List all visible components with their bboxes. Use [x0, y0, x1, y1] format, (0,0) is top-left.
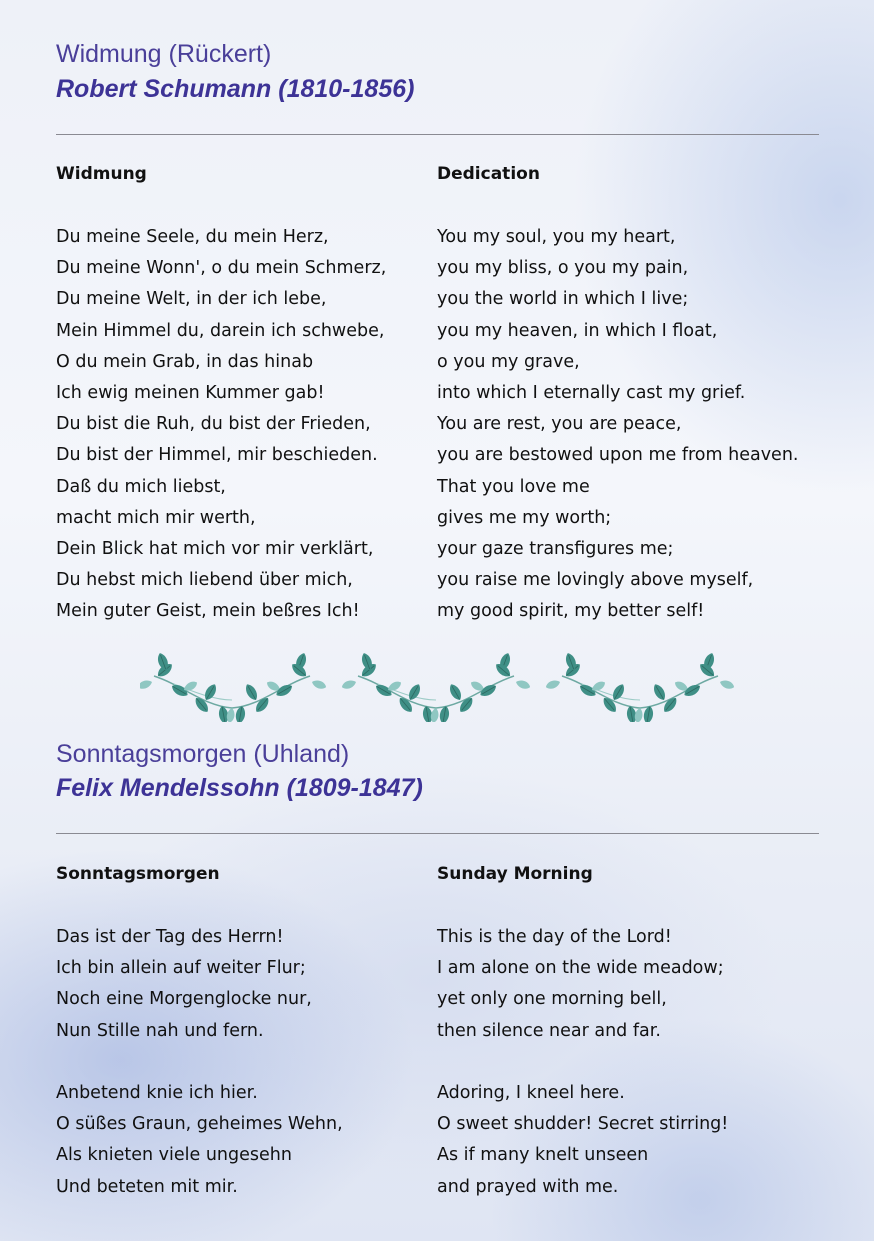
verse-line: your gaze transfigures me; — [437, 538, 674, 559]
section2-title: Sonntagsmorgen (Uhland) — [56, 740, 350, 768]
section1-original-verse — [56, 222, 386, 627]
verse-line: you the world in which I live; — [437, 289, 689, 310]
section1-title: Widmung (Rückert) — [56, 40, 272, 68]
verse-line: O süßes Graun, geheimes Wehn, — [56, 1114, 343, 1135]
verse-line: my good spirit, my better self! — [437, 601, 705, 622]
stanza-break — [437, 1047, 728, 1078]
verse-line: That you love me — [437, 476, 590, 497]
leafy-vine-ornament-icon — [140, 650, 740, 722]
verse-line: Ich ewig meinen Kummer gab! — [56, 382, 325, 403]
verse-line: yet only one morning bell, — [437, 989, 667, 1010]
verse-line: This is the day of the Lord! — [437, 927, 672, 947]
verse-line: Anbetend knie ich hier. — [56, 1082, 258, 1103]
verse-line: Daß du mich liebst, — [56, 476, 226, 497]
verse-line: Du bist der Himmel, mir beschieden. — [56, 445, 378, 466]
verse-line: Dein Blick hat mich vor mir verklärt, — [56, 538, 374, 559]
verse-line: You are rest, you are peace, — [437, 414, 682, 435]
verse-line: Nun Stille nah und fern. — [56, 1020, 264, 1041]
section1-translation-heading: Dedication — [437, 164, 540, 184]
verse-line: Noch eine Morgenglocke nur, — [56, 989, 312, 1010]
verse-line: you are bestowed upon me from heaven. — [437, 445, 799, 466]
verse-line: Du bist die Ruh, du bist der Frieden, — [56, 414, 371, 435]
section2-translation-heading: Sunday Morning — [437, 864, 593, 884]
verse-line: You my soul, you my heart, — [437, 227, 676, 247]
verse-line: Adoring, I kneel here. — [437, 1082, 625, 1103]
section1-translation-verse — [437, 222, 798, 627]
verse-line: o you my grave, — [437, 351, 580, 372]
verse-line: As if many knelt unseen — [437, 1145, 649, 1166]
verse-line: Mein Himmel du, darein ich schwebe, — [56, 320, 385, 341]
section1-composer: Robert Schumann (1810-1856) — [56, 75, 415, 103]
section2-divider-rule — [56, 833, 819, 834]
verse-line: Das ist der Tag des Herrn! — [56, 927, 284, 947]
verse-line: then silence near and far. — [437, 1020, 661, 1041]
section2-original-verse — [56, 922, 343, 1203]
section1-original-heading: Widmung — [56, 164, 147, 184]
section1-divider-rule — [56, 134, 819, 135]
verse-line: and prayed with me. — [437, 1176, 619, 1197]
verse-line: Du hebst mich liebend über mich, — [56, 570, 353, 591]
verse-line: gives me my worth; — [437, 507, 612, 528]
verse-line: you my bliss, o you my pain, — [437, 258, 689, 279]
verse-line: O sweet shudder! Secret stirring! — [437, 1114, 729, 1135]
section2-original-heading: Sonntagsmorgen — [56, 864, 220, 884]
verse-line: Ich bin allein auf weiter Flur; — [56, 958, 306, 979]
section2-translation-verse — [437, 922, 728, 1203]
verse-line: into which I eternally cast my grief. — [437, 382, 746, 403]
verse-line: Als knieten viele ungesehn — [56, 1145, 292, 1166]
verse-line: O du mein Grab, in das hinab — [56, 351, 314, 372]
verse-line: you raise me lovingly above myself, — [437, 570, 754, 591]
verse-line: I am alone on the wide meadow; — [437, 958, 724, 979]
stanza-break — [56, 1047, 343, 1078]
verse-line: Du meine Welt, in der ich lebe, — [56, 289, 327, 310]
section2-composer: Felix Mendelssohn (1809-1847) — [56, 774, 423, 802]
verse-line: Du meine Seele, du mein Herz, — [56, 227, 329, 247]
verse-line: you my heaven, in which I float, — [437, 320, 718, 341]
verse-line: macht mich mir werth, — [56, 507, 256, 528]
verse-line: Mein guter Geist, mein beßres Ich! — [56, 601, 360, 622]
verse-line: Und beteten mit mir. — [56, 1176, 238, 1197]
verse-line: Du meine Wonn', o du mein Schmerz, — [56, 258, 387, 279]
